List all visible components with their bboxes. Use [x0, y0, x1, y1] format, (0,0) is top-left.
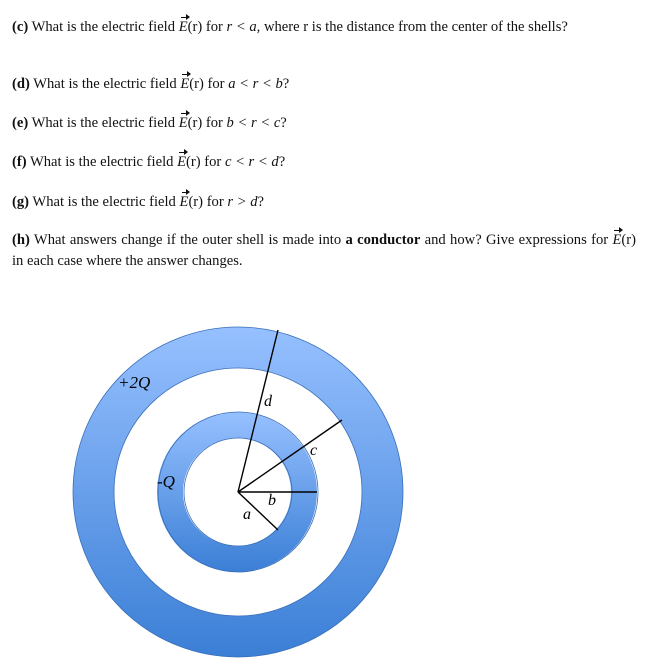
field-symbol: E: [612, 230, 621, 251]
field-symbol: E: [180, 192, 189, 213]
field-argument: (r): [188, 194, 204, 210]
field-argument: (r): [186, 154, 201, 170]
field-argument: (r): [187, 19, 203, 35]
question-text: for: [207, 76, 225, 92]
question-c: [12, 17, 636, 38]
question-text: ?: [278, 154, 286, 170]
question-label: (e): [12, 115, 29, 131]
question-text: What is the electric field: [31, 19, 176, 35]
field-symbol: E: [180, 74, 189, 95]
question-text: What is the electric field: [32, 194, 176, 210]
radius-label-c: c: [310, 442, 318, 459]
question-g: [12, 192, 636, 213]
question-text: for: [205, 19, 223, 35]
question-text: ?: [282, 76, 290, 92]
radius-label-d: d: [264, 393, 272, 410]
question-f: [12, 152, 636, 173]
question-text: ?: [257, 194, 264, 210]
question-text: and how? Give expressions for: [424, 232, 609, 248]
question-text: for: [206, 194, 224, 210]
field-symbol: E: [179, 113, 188, 134]
question-e: [12, 113, 636, 134]
question-h: [12, 230, 636, 272]
question-d: [12, 74, 636, 95]
question-label: (d): [12, 76, 30, 92]
outer-charge-label: +2Q: [118, 373, 151, 392]
question-text: , where r is the distance from the center of the shells?: [256, 19, 568, 35]
question-text: ?: [280, 115, 287, 131]
condition: a < r < b: [228, 76, 283, 92]
question-label: (c): [12, 19, 29, 35]
radius-label-a: a: [243, 506, 251, 523]
question-label: (h): [12, 232, 30, 248]
concentric-shells-diagram: [0, 300, 661, 671]
field-symbol: E: [179, 17, 188, 38]
question-text: for: [205, 115, 223, 131]
question-label: (f): [12, 154, 27, 170]
emphasis-text: a conductor: [345, 232, 421, 248]
question-text: in each case where the answer changes.: [12, 253, 243, 269]
question-text: What answers change if the outer shell is made into: [33, 232, 342, 248]
question-text: What is the electric field: [31, 115, 176, 131]
question-text: What is the electric field: [33, 76, 177, 92]
condition: c < r < d: [224, 154, 279, 170]
radius-label-b: b: [268, 492, 276, 509]
field-symbol: E: [177, 152, 186, 173]
field-argument: (r): [187, 115, 203, 131]
question-text: for: [204, 154, 222, 170]
field-argument: (r): [189, 76, 204, 92]
condition: b < r < c: [226, 115, 281, 131]
inner-charge-label: -Q: [157, 472, 175, 491]
condition: r > d: [227, 194, 258, 210]
condition: r < a: [226, 19, 257, 35]
question-text: What is the electric field: [29, 154, 174, 170]
field-argument: (r): [621, 232, 636, 248]
question-label: (g): [12, 194, 30, 210]
